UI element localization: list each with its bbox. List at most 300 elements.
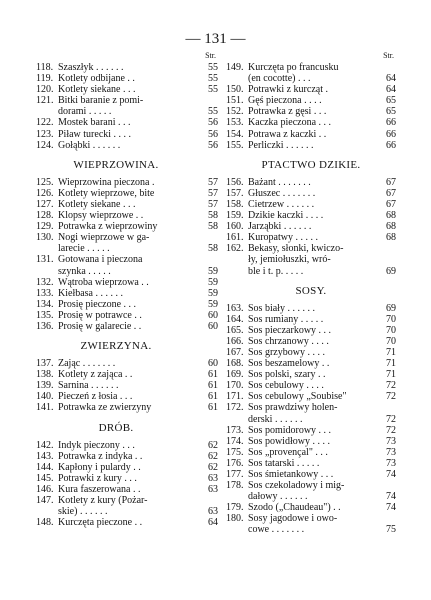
entry-number: 127. [36,198,54,210]
toc-entry [226,243,396,254]
entry-title: Prosię pieczone . . . [58,298,137,310]
entry-page: 58 [208,221,218,233]
entry-number: 175. [226,446,244,458]
entry-number: 131. [36,254,54,266]
toc-entry [226,117,396,128]
entry-title: szynka . . . . . [58,265,111,277]
toc-entry [36,391,218,402]
entry-number: 176. [226,457,244,469]
entry-number [226,414,248,425]
entry-page: 57 [208,187,218,199]
entry-number: 170. [226,380,244,392]
entry-title: Sos pomidorowy . . . [248,424,332,436]
page-column-label: Str. [383,51,394,60]
entry-page: 57 [208,198,218,210]
toc-entry [36,129,218,140]
entry-title: Kapłony i pulardy . . [58,461,141,473]
entry-page: 59 [208,276,218,288]
page-column-label: Str. [205,51,216,60]
entry-number: 149. [226,62,244,73]
entry-number: 143. [36,450,54,462]
toc-entry [36,73,218,84]
entry-number [36,506,58,517]
section-heading: ZWIERZYNA. [80,340,152,353]
entry-page: 62 [208,450,218,462]
entry-number: 122. [36,117,54,129]
entry-title: Kiełbasa . . . . . . [58,287,123,299]
entry-page: 72 [386,413,396,425]
entry-number: 154. [226,128,244,140]
toc-entry [226,325,396,336]
entry-page: 58 [208,243,218,255]
entry-page: 67 [386,176,396,188]
entry-title: Głuszec . . . . . . . [248,187,316,199]
entry-number: 153. [226,117,244,129]
toc-entry [36,221,218,232]
toc-entry [36,495,218,506]
toc-entry [36,299,218,310]
toc-entry [36,402,218,413]
entry-page: 74 [386,502,396,514]
entry-title: Szodo („Chaudeau") . . [248,502,341,514]
entry-page: 72 [386,380,396,392]
toc-entry [36,95,218,106]
entry-page: 66 [386,139,396,151]
entry-number [226,254,248,265]
entry-page: 71 [386,346,396,358]
entry-number: 174. [226,435,244,447]
entry-title: Kura faszerowana . . [58,483,141,495]
entry-number: 178. [226,480,244,492]
entry-title: Piław turecki . . . . [58,128,132,140]
entry-title: Wątroba wieprzowa . . [58,276,149,288]
entry-title: Sos tatarski . . . . . [248,457,320,469]
entry-number: 159. [226,210,244,222]
entry-number: 161. [226,232,244,244]
entry-number [226,73,248,84]
entry-number: 135. [36,309,54,321]
entry-title: Potrawa z kaczki . . [248,128,327,140]
entry-title: Sos cebulowy „Soubise" [248,391,347,403]
toc-entry [226,140,396,151]
entry-page: 55 [208,84,218,96]
entry-title: Kotlety z zająca . . [58,369,133,381]
entry-number: 164. [226,313,244,325]
toc-entry [36,380,218,391]
entry-page: 73 [386,435,396,447]
entry-title: Kotlety siekane . . . [58,198,136,210]
toc-entry [226,458,396,469]
entry-title: Sos prawdziwy holen- [248,402,338,414]
entry-number: 150. [226,84,244,96]
entry-page [198,95,218,106]
entry-title: Bekasy, słonki, kwiczo- [248,243,344,255]
entry-title: Bażant . . . . . . . [248,176,311,188]
entry-number: 129. [36,221,54,233]
entry-page: 61 [208,402,218,414]
toc-entry [226,436,396,447]
entry-number: 165. [226,324,244,336]
entry-page: 74 [386,469,396,480]
entry-page [376,243,396,254]
toc-entry [226,402,396,413]
entry-page: 67 [386,187,396,199]
entry-title: Wieprzowina pieczona . [58,176,155,188]
entry-number: 151. [226,95,244,107]
entry-number: 128. [36,210,54,222]
entry-page [376,480,396,491]
entry-page: 65 [386,106,396,118]
entry-number [226,524,248,535]
toc-entry [36,106,218,117]
entry-title: Gotowana i pieczona [58,254,143,266]
left-column [36,50,218,528]
entry-title: Kaczka pieczona . . . [248,117,332,129]
entry-number: 132. [36,276,54,288]
entry-number: 119. [36,73,54,85]
entry-title: Gołąbki . . . . . . [58,139,121,151]
toc-entry [36,117,218,128]
toc-entry [36,62,218,73]
entry-title: Mostek barani . . . [58,117,131,129]
toc-entry [226,414,396,425]
entry-number: 172. [226,402,244,414]
entry-title: Sos biały . . . . . . [248,302,315,314]
entry-page: 66 [386,128,396,140]
entry-title: Sos czekoladowy i mig- [248,480,345,492]
entry-page: 64 [386,73,396,85]
entry-title: Kotlety wieprzowe, bite [58,187,155,199]
toc-entry [226,524,396,535]
entry-page [198,254,218,265]
entry-number: 133. [36,287,54,299]
entry-title: Prosię w potrawce . . [58,309,142,321]
entry-number: 179. [226,502,244,514]
entry-title: cowe . . . . . . . [248,524,305,536]
entry-page: 59 [208,265,218,277]
entry-title: Sos śmietankowy . . . [248,469,334,480]
entry-page: 67 [386,198,396,210]
entry-number: 148. [36,517,54,529]
entry-page: 63 [208,506,218,518]
entry-page: 69 [386,265,396,277]
entry-number: 134. [36,298,54,310]
entry-number [36,106,58,117]
toc-entry [36,451,218,462]
toc-entry [226,513,396,524]
toc-entry [226,177,396,188]
entry-number: 141. [36,402,54,414]
entry-number: 118. [36,62,54,73]
toc-entry [226,380,396,391]
toc-entry [226,62,396,73]
entry-number: 126. [36,187,54,199]
entry-page: 73 [386,446,396,458]
entry-number: 136. [36,320,54,332]
entry-number: 146. [36,483,54,495]
entry-page [198,232,218,243]
entry-page: 55 [208,73,218,85]
entry-title: Kurczęta po francusku [248,62,339,73]
toc-entry [226,106,396,117]
entry-page: 61 [208,369,218,381]
toc-entry [226,188,396,199]
entry-number: 155. [226,139,244,151]
entry-title: Potrawka z gęsi . . . [248,106,327,118]
entry-title: dałowy . . . . . . [248,491,308,503]
entry-title: Prosię w galarecie . . [58,320,142,332]
toc-entry [36,440,218,451]
entry-number: 121. [36,95,54,107]
entry-page: 56 [208,128,218,140]
toc-entry [36,288,218,299]
entry-page: 61 [208,380,218,392]
toc-entry [36,84,218,95]
toc-entry [36,506,218,517]
toc-entry [36,517,218,528]
entry-page: 72 [386,391,396,403]
entry-number: 130. [36,232,54,244]
toc-entry [226,303,396,314]
page-number: — 131 — [185,31,246,47]
entry-number [226,266,248,277]
entry-title: Sos „provençal" . . . [248,446,328,458]
entry-page: 70 [386,313,396,325]
toc-entry [36,243,218,254]
toc-entry [226,480,396,491]
entry-page: 60 [208,320,218,332]
entry-number: 158. [226,198,244,210]
entry-page: 59 [208,298,218,310]
entry-page: 68 [386,221,396,233]
entry-number [36,266,58,277]
entry-page: 56 [208,117,218,129]
entry-title: Sos rumiany . . . . . [248,313,324,325]
entry-number: 138. [36,369,54,381]
toc-entry [226,73,396,84]
entry-page: 59 [208,287,218,299]
entry-page: 69 [386,302,396,314]
entry-title: Sos chrzanowy . . . . [248,335,329,347]
toc-entry [226,336,396,347]
entry-title: Sosy jagodowe i owo- [248,513,338,525]
entry-page [376,402,396,413]
toc-entry [36,462,218,473]
toc-entry [36,266,218,277]
entry-page: 74 [386,491,396,503]
toc-entry [226,447,396,458]
entry-number: 142. [36,439,54,451]
entry-page [376,62,396,73]
entry-page: 63 [208,472,218,484]
entry-number: 139. [36,380,54,392]
entry-page: 70 [386,335,396,347]
toc-entry [36,140,218,151]
entry-number: 173. [226,424,244,436]
entry-title: Klopsy wieprzowe . . [58,210,144,222]
toc-entry [226,84,396,95]
toc-entry [36,232,218,243]
toc-entry [226,347,396,358]
entry-number: 157. [226,187,244,199]
entry-page: 55 [208,62,218,73]
entry-page [376,254,396,265]
toc-entry [36,321,218,332]
entry-number: 140. [36,391,54,403]
section-heading: PTACTWO DZIKIE. [261,158,361,171]
toc-entry [36,473,218,484]
toc-entry [36,177,218,188]
toc-entry [226,469,396,480]
entry-title: Sos powidłowy . . . . [248,435,330,447]
entry-page: 55 [208,106,218,118]
entry-page: 62 [208,461,218,473]
entry-title: Perliczki . . . . . . [248,139,314,151]
entry-title: Potrawka z wieprzowiny [58,221,158,233]
entry-number: 156. [226,176,244,188]
right-column [226,50,396,536]
entry-page: 62 [208,439,218,451]
entry-page: 71 [386,369,396,381]
entry-page: 64 [208,517,218,529]
entry-number: 177. [226,469,244,480]
entry-page: 65 [386,95,396,107]
entry-title: Sos grzybowy . . . . [248,346,325,358]
toc-entry [226,502,396,513]
entry-title: Potrawki z kurcząt . [248,84,328,96]
entry-page: 60 [208,358,218,370]
toc-entry [226,129,396,140]
toc-entry [36,277,218,288]
entry-number: 124. [36,139,54,151]
entry-page: 56 [208,139,218,151]
entry-number: 171. [226,391,244,403]
entry-number: 144. [36,461,54,473]
entry-title: Sos cebulowy . . . . [248,380,324,392]
entry-number: 160. [226,221,244,233]
entry-title: ble i t. p. . . . . [248,265,304,277]
entry-title: Gęś pieczona . . . . [248,95,322,107]
entry-number: 166. [226,335,244,347]
entry-number: 120. [36,84,54,96]
entry-page: 71 [386,358,396,370]
entry-title: Szaszłyk . . . . . . [58,62,124,73]
entry-number: 180. [226,513,244,525]
toc-entry [226,254,396,265]
toc-entry [226,95,396,106]
toc-entry [36,188,218,199]
entry-number: 125. [36,176,54,188]
entry-page: 63 [208,483,218,495]
entry-title: Potrawka z indyka . . [58,450,143,462]
toc-entry [226,491,396,502]
entry-page: 68 [386,232,396,244]
entry-title: Bitki baranie z pomi- [58,95,144,107]
section-heading: SOSY. [295,284,327,297]
entry-number: 123. [36,128,54,140]
toc-entry [36,358,218,369]
entry-number: 162. [226,243,244,255]
entry-number: 163. [226,302,244,314]
entry-title: Sos pieczarkowy . . . [248,324,332,336]
section-heading: WIEPRZOWINA. [73,158,159,171]
entry-title: Indyk pieczony . . . [58,439,135,451]
entry-number: 167. [226,346,244,358]
entry-page: 70 [386,324,396,336]
entry-page: 73 [386,457,396,469]
entry-page [198,495,218,506]
entry-title: Potrawka ze zwierzyny [58,402,152,414]
toc-entry [226,425,396,436]
entry-title: Kotlety odbijane . . [58,73,135,85]
entry-title: Kuropatwy . . . . . [248,232,318,244]
toc-entry [36,210,218,221]
entry-title: Sos polski, szary . . [248,369,326,381]
entry-number [226,491,248,502]
entry-title: (en cocotte) . . . [248,73,311,85]
entry-title: Sarnina . . . . . . [58,380,119,392]
entry-page: 68 [386,210,396,222]
toc-entry [36,254,218,265]
entry-title: Nogi wieprzowe w ga- [58,232,150,244]
toc-entry [226,391,396,402]
entry-title: skie) . . . . . . [58,506,108,518]
entry-title: Cietrzew . . . . . . [248,198,315,210]
entry-page: 61 [208,391,218,403]
entry-page [376,513,396,524]
toc-entry [36,310,218,321]
entry-title: derski . . . . . . [248,413,303,425]
entry-title: larecie . . . . . [58,243,110,255]
entry-title: Pieczeń z łosia . . . [58,391,133,403]
entry-title: Jarząbki . . . . . . [248,221,312,233]
entry-title: Kotlety z kury (Pożar- [58,495,148,506]
entry-page: 66 [386,117,396,129]
toc-entry [36,199,218,210]
entry-title: Dzikie kaczki . . . . [248,210,324,222]
entry-title: Kotlety siekane . . . [58,84,136,96]
entry-number: 152. [226,106,244,118]
toc-entry [36,484,218,495]
entry-page: 72 [386,424,396,436]
entry-title: Zając . . . . . . . [58,358,116,370]
toc-entry [226,221,396,232]
entry-title: Sos beszamelowy . . [248,358,330,370]
toc-entry [226,314,396,325]
entry-number [36,243,58,254]
section-heading: DRÓB. [98,421,134,434]
toc-entry [36,369,218,380]
toc-entry [226,358,396,369]
entry-page: 58 [208,210,218,222]
toc-entry [226,232,396,243]
entry-page: 60 [208,309,218,321]
toc-entry [226,266,396,277]
entry-page: 75 [386,524,396,536]
entry-title: Kurczęta pieczone . . [58,517,143,529]
entry-number: 147. [36,495,54,506]
entry-number: 137. [36,358,54,370]
toc-entry [226,210,396,221]
entry-page: 57 [208,176,218,188]
entry-title: dorami . . . . . [58,106,112,118]
entry-title: Potrawki z kury . . . [58,472,137,484]
entry-number: 145. [36,472,54,484]
entry-title: ły, jemiołuszki, wró- [248,254,331,266]
toc-entry [226,369,396,380]
entry-number: 168. [226,358,244,370]
entry-number: 169. [226,369,244,381]
